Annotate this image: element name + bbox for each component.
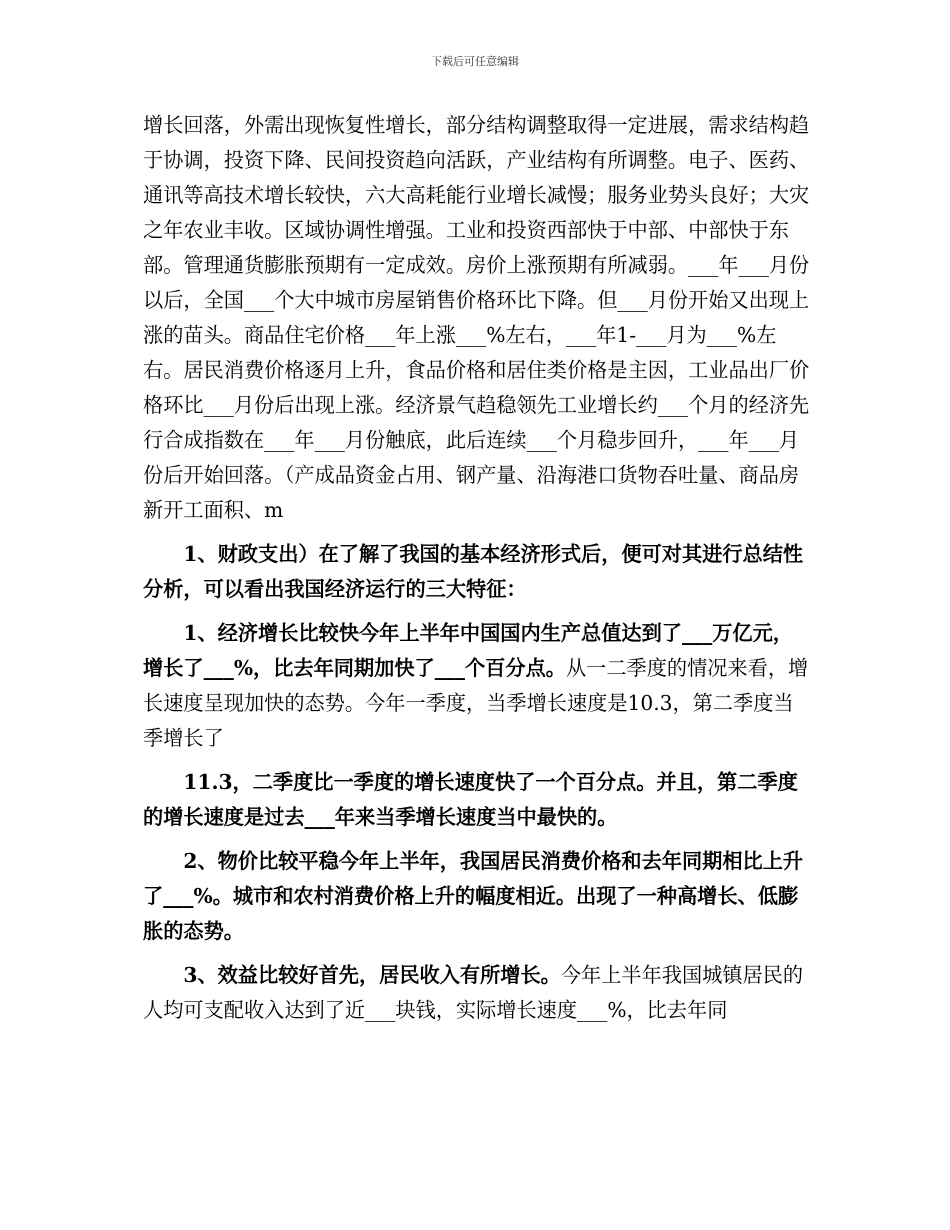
- paragraph-price-stable: 2、物价比较平稳今年上半年，我国居民消费价格和去年同期相比上升了___%。城市和农村消费价格上升的幅度相近。出现了一种高增长、低膨胀的态势。: [143, 849, 804, 943]
- page-header: 下载后可任意编辑: [431, 55, 519, 68]
- growth-fast-heading: 1、经济增长比较快今年上半年中国国内生产总值达到了___万亿元，增长了___%，比去年同期加快了___个百分点。: [143, 621, 793, 680]
- document-body: [143, 108, 811, 1028]
- paragraph-efficiency: [143, 958, 811, 1028]
- paragraph-second-quarter: 11.3，二季度比一季度的增长速度快了一个百分点。并且，第二季度的增长速度是过去___年来当季增长速度当中最快的。: [143, 770, 798, 829]
- growth-fast-text: 从一二季度的情况来看，增长速度呈现加快的态势。今年一季度，当季增长速度是10.3，第二季度当季增长了: [143, 656, 809, 750]
- paragraph-economy-overview: 增长回落，外需出现恢复性增长，部分结构调整取得一定进展，需求结构趋于协调，投资下降、民间投资趋向活跃，产业结构有所调整。电子、医药、通讯等高技术增长较快，六大高耗能行业增长减慢；服务业势头良好；大灾之年农业丰收。区域协调性增强。工业和投资西部快于中部、中部快于东部。管理通货膨胀预期有一定成效。房价上涨预期有所减弱。___年___月份以后，全国___个大中城市房屋销售价格环比下降。但___月份开始又出现上涨的苗头。商品住宅价格___年上涨___%左右，___年1-___月为___%左右。居民消费价格逐月上升，食品价格和居住类价格是主因，工业品出厂价格环比___月份后出现上涨。经济景气趋稳领先工业增长约___个月的经济先行合成指数在___年___月份触底，此后连续___个月稳步回升，___年___月份后开始回落。（产成品资金占用、钢产量、沿海港口货物吞吐量、商品房新开工面积、m: [143, 113, 810, 522]
- paragraph-three-features-intro: 1、财政支出）在了解了我国的基本经济形式后，便可对其进行总结性分析，可以看出我国经济运行的三大特征：: [143, 542, 804, 601]
- efficiency-heading: 3、效益比较好首先，居民收入有所增长。: [183, 963, 561, 987]
- paragraph-growth-fast: [143, 616, 811, 756]
- efficiency-text: 今年上半年我国城镇居民的人均可支配收入达到了近___块钱，实际增长速度___%，比去年同: [143, 963, 804, 1022]
